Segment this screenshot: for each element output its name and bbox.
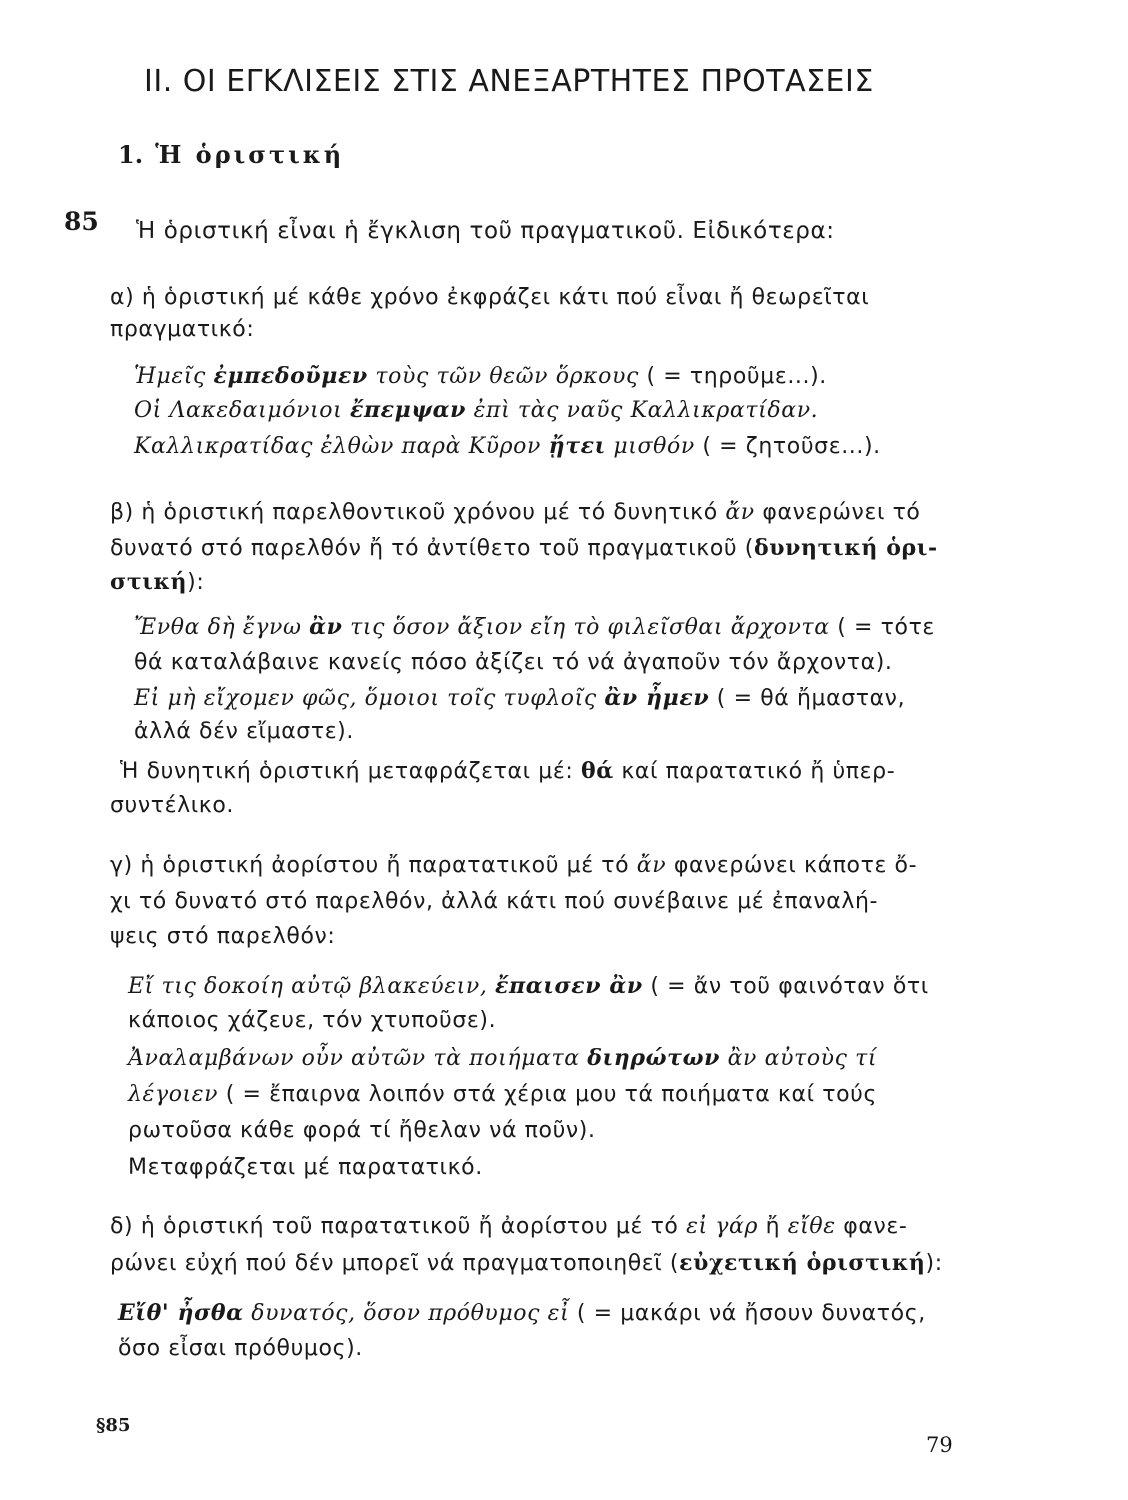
c-example-1-line-2: κάποιος χάζευε, τόν χτυποῦσε).	[128, 1008, 497, 1033]
greek-text: δυνατός, ὅσον πρόθυμος εἶ	[243, 1301, 570, 1326]
text: Ἡ δυνητική ὁριστική μεταφράζεται μέ:	[120, 759, 581, 784]
greek-text: Εἴ τις δοκοίη αὐτῷ βλακεύειν,	[128, 974, 496, 999]
term-bold: στική	[110, 569, 188, 595]
d-line-1	[110, 1214, 907, 1239]
greek-particle: ἂν	[309, 614, 343, 640]
text: φανε-	[835, 1214, 908, 1239]
section-title	[118, 140, 344, 169]
translation: ( = ἔπαιρνα λοιπόν στά χέρια μου τά ποιήματα καί τούς	[218, 1082, 877, 1107]
greek-verb: Εἴθ' ἦσθα	[118, 1300, 244, 1326]
a-example-3	[134, 433, 881, 459]
a-example-1	[134, 363, 827, 389]
greek-text: Ἔνθα δὴ ἔγνω	[134, 615, 310, 640]
translation: ( = θά ἤμασταν,	[709, 686, 906, 711]
greek-text: Ἡμεῖς	[134, 364, 214, 389]
d-example-line-1	[118, 1300, 926, 1326]
c-line-1	[110, 853, 917, 878]
term-bold: θά	[580, 758, 614, 784]
term-bold: δυνητική ὁρι-	[754, 535, 938, 561]
greek-particle: εἰ γάρ	[686, 1214, 759, 1239]
translation: ( = μακάρι νά ἤσουν δυνατός,	[569, 1301, 926, 1326]
translation: ( = ζητοῦσε...).	[694, 434, 881, 459]
c-example-2-line-3: ρωτοῦσα κάθε φορά τί ἤθελαν νά ποῦν).	[128, 1118, 596, 1143]
b-note-line-2: συντέλικο.	[110, 793, 234, 818]
b-example-2-line-2: ἀλλά δέν εἴμαστε).	[134, 719, 354, 744]
greek-verb: ἐμπεδοῦμεν	[213, 363, 368, 389]
greek-text: μισθόν	[605, 434, 695, 459]
text: ):	[187, 570, 205, 595]
greek-text: ἐπὶ τὰς ναῦς Καλλικρατίδαν.	[466, 398, 819, 423]
text: β) ἡ ὁριστική παρελθοντικοῦ χρόνου μέ τό δυνητικό	[110, 500, 726, 525]
text: ρώνει εὐχή πού δέν μπορεῖ νά πραγματοποιηθεῖ (	[110, 1251, 680, 1276]
greek-text: Καλλικρατίδας ἐλθὼν παρὰ Κῦρον	[134, 434, 549, 459]
text: ):	[925, 1251, 943, 1276]
greek-particle: εἴθε	[787, 1214, 836, 1239]
b-line-1	[110, 500, 920, 525]
a-line-2: πραγματικό:	[110, 317, 255, 342]
greek-text: Εἰ μὴ εἴχομεν φῶς, ὅμοιοι τοῖς τυφλοῖς	[134, 686, 605, 711]
greek-verb: ἂν ἦμεν	[604, 685, 710, 711]
paragraph-number: 85	[64, 207, 99, 236]
b-note-line-1	[120, 758, 895, 784]
greek-verb: ἔπαισεν ἂν	[495, 973, 643, 999]
greek-text: Οἱ Λακεδαιμόνιοι	[134, 398, 350, 423]
a-example-2	[134, 397, 818, 423]
greek-text: ἂν αὐτοὺς τί	[720, 1046, 878, 1071]
c-example-2-line-2	[128, 1082, 877, 1107]
greek-text: τις ὅσον ἄξιον εἴη τὸ φιλεῖσθαι ἄρχοντα	[342, 615, 830, 640]
b-example-2-line-1	[134, 685, 905, 711]
text: δυνατό στό παρελθόν ἤ τό ἀντίθετο τοῦ πραγματικοῦ (	[110, 536, 754, 561]
section-title-text: Ἡ ὁριστική	[155, 140, 345, 169]
text: φανερώνει τό	[754, 500, 921, 525]
term-bold: εὐχετική ὁριστική	[679, 1250, 926, 1276]
d-example-line-2: ὅσο εἶσαι πρόθυμος).	[118, 1336, 363, 1361]
section-number: 1.	[118, 140, 144, 169]
text: φανερώνει κάποτε ὄ-	[666, 853, 918, 878]
text: γ) ἡ ὁριστική ἀορίστου ἤ παρατατικοῦ μέ τό	[110, 853, 637, 878]
b-example-1-line-2: θά καταλάβαινε κανείς πόσο ἀξίζει τό νά ἀγαποῦν τόν ἄρχοντα).	[134, 650, 893, 675]
text: καί παρατατικό ἤ ὑπερ-	[613, 759, 896, 784]
greek-text: λέγοιεν	[128, 1082, 219, 1107]
chapter-heading: II. ΟΙ ΕΓΚΛΙΣΕΙΣ ΣΤΙΣ ΑΝΕΞΑΡΤΗΤΕΣ ΠΡΟΤΑΣΕΙΣ	[144, 64, 874, 99]
greek-text: τοὺς τῶν θεῶν ὅρκους	[367, 364, 639, 389]
footer-section-ref: §85	[96, 1415, 131, 1436]
c-example-1-line-1	[128, 973, 929, 999]
c-line-3: ψεις στό παρελθόν:	[110, 924, 336, 949]
greek-particle: ἄν	[725, 500, 755, 525]
greek-text: Ἀναλαμβάνων οὖν αὐτῶν τὰ ποιήματα	[128, 1046, 588, 1071]
text: ἤ	[758, 1214, 788, 1239]
b-line-3	[110, 569, 204, 595]
a-line-1: α) ἡ ὁριστική μέ κάθε χρόνο ἐκφράζει κάτι πού εἶναι ἤ θεωρεῖται	[110, 285, 870, 310]
c-note: Μεταφράζεται μέ παρατατικό.	[128, 1155, 483, 1180]
greek-verb: διηρώτων	[587, 1045, 720, 1071]
translation: ( = τηροῦμε...).	[638, 364, 827, 389]
text: δ) ἡ ὁριστική τοῦ παρατατικοῦ ἤ ἀορίστου μέ τό	[110, 1214, 687, 1239]
translation: ( = ἄν τοῦ φαινόταν ὅτι	[642, 974, 929, 999]
intro-line: Ἡ ὁριστική εἶναι ἡ ἔγκλιση τοῦ πραγματικοῦ. Εἰδικότερα:	[136, 218, 835, 244]
translation: ( = τότε	[829, 615, 935, 640]
b-line-2	[110, 535, 938, 561]
greek-particle: ἄν	[636, 853, 667, 878]
greek-verb: ἔπεμψαν	[349, 397, 467, 423]
d-line-2	[110, 1250, 943, 1276]
c-line-2: χι τό δυνατό στό παρελθόν, ἀλλά κάτι πού συνέβαινε μέ ἐπαναλή-	[110, 889, 879, 914]
greek-verb: ᾔτει	[548, 433, 606, 459]
b-example-1-line-1	[134, 614, 935, 640]
c-example-2-line-1	[128, 1045, 877, 1071]
page-number: 79	[926, 1433, 953, 1457]
